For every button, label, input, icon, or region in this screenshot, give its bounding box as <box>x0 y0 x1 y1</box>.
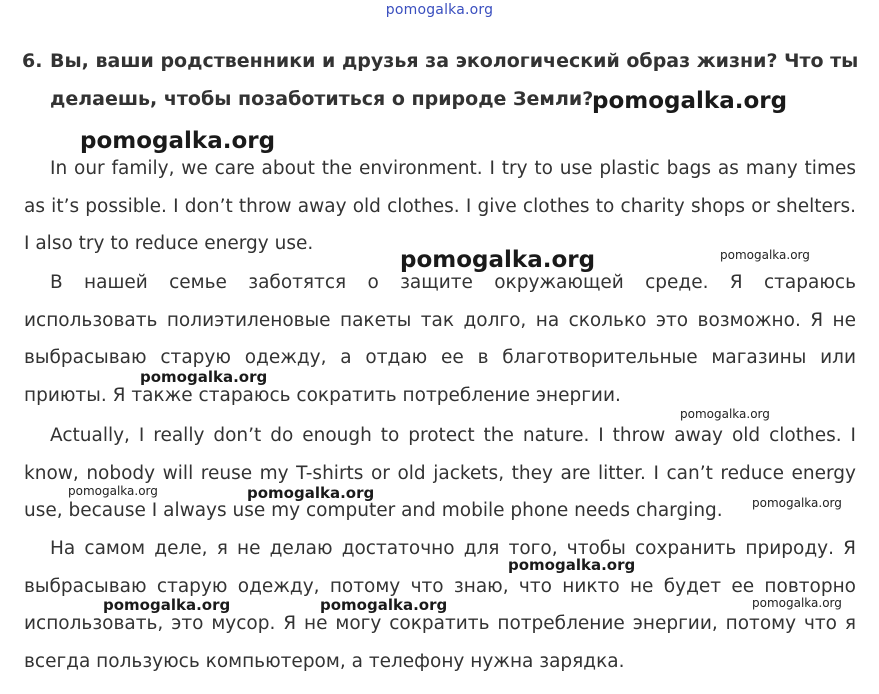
watermark: pomogalka.org <box>68 484 158 498</box>
watermark: pomogalka.org <box>103 596 231 614</box>
watermark: pomogalka.org <box>80 128 276 154</box>
watermark: pomogalka.org <box>508 556 636 574</box>
question-number: 6. <box>22 50 43 72</box>
watermark: pomogalka.org <box>247 484 375 502</box>
answer-paragraph-english-1: In our family, we care about the environment. I try to use plastic bags as many times as it’s possible. I don’t throw away old clothes. I give clothes to charity shops or shelters. I also try to reduce energy use. <box>24 158 856 254</box>
watermark: pomogalka.org <box>140 368 268 386</box>
answer-paragraph-english-2: Actually, I really don’t do enough to protect the nature. I throw away old clothes. I know, nobody will reuse my T-shirts or old jackets, they are litter. I can’t reduce energy use, because I always use my computer and mobile phone needs charging. <box>24 425 856 521</box>
question-line-2: делаешь, чтобы позаботиться о природе Земли? <box>50 88 594 110</box>
watermark: pomogalka.org <box>720 248 810 262</box>
watermark: pomogalka.org <box>680 407 770 421</box>
question-line-1: Вы, ваши родственники и друзья за экологический образ жизни? Что ты <box>50 50 859 72</box>
watermark: pomogalka.org <box>752 596 842 610</box>
watermark: pomogalka.org <box>320 596 448 614</box>
answer-paragraph-russian-1: В нашей семье заботятся о защите окружающей среде. Я стараюсь использовать полиэтиленовые пакеты так долго, на сколько это возможно. Я не выбрасываю старую одежду, а отдаю ее в благотворительные магазины или приюты. Я также стараюсь сократить потребление энергии. <box>24 272 856 406</box>
watermark: pomogalka.org <box>592 88 788 114</box>
watermark: pomogalka.org <box>400 247 596 273</box>
watermark: pomogalka.org <box>752 496 842 510</box>
answer-paragraph-russian-2: На самом деле, я не делаю достаточно для того, чтобы сохранить природу. Я выбрасываю старую одежду, потому что знаю, что никто не будет ее повторно использовать, это мусор. Я не могу сократить потребление энергии, потому что я всегда пользуюсь компьютером, а телефону нужна зарядка. <box>24 538 856 672</box>
header-watermark: pomogalka.org <box>385 2 494 18</box>
